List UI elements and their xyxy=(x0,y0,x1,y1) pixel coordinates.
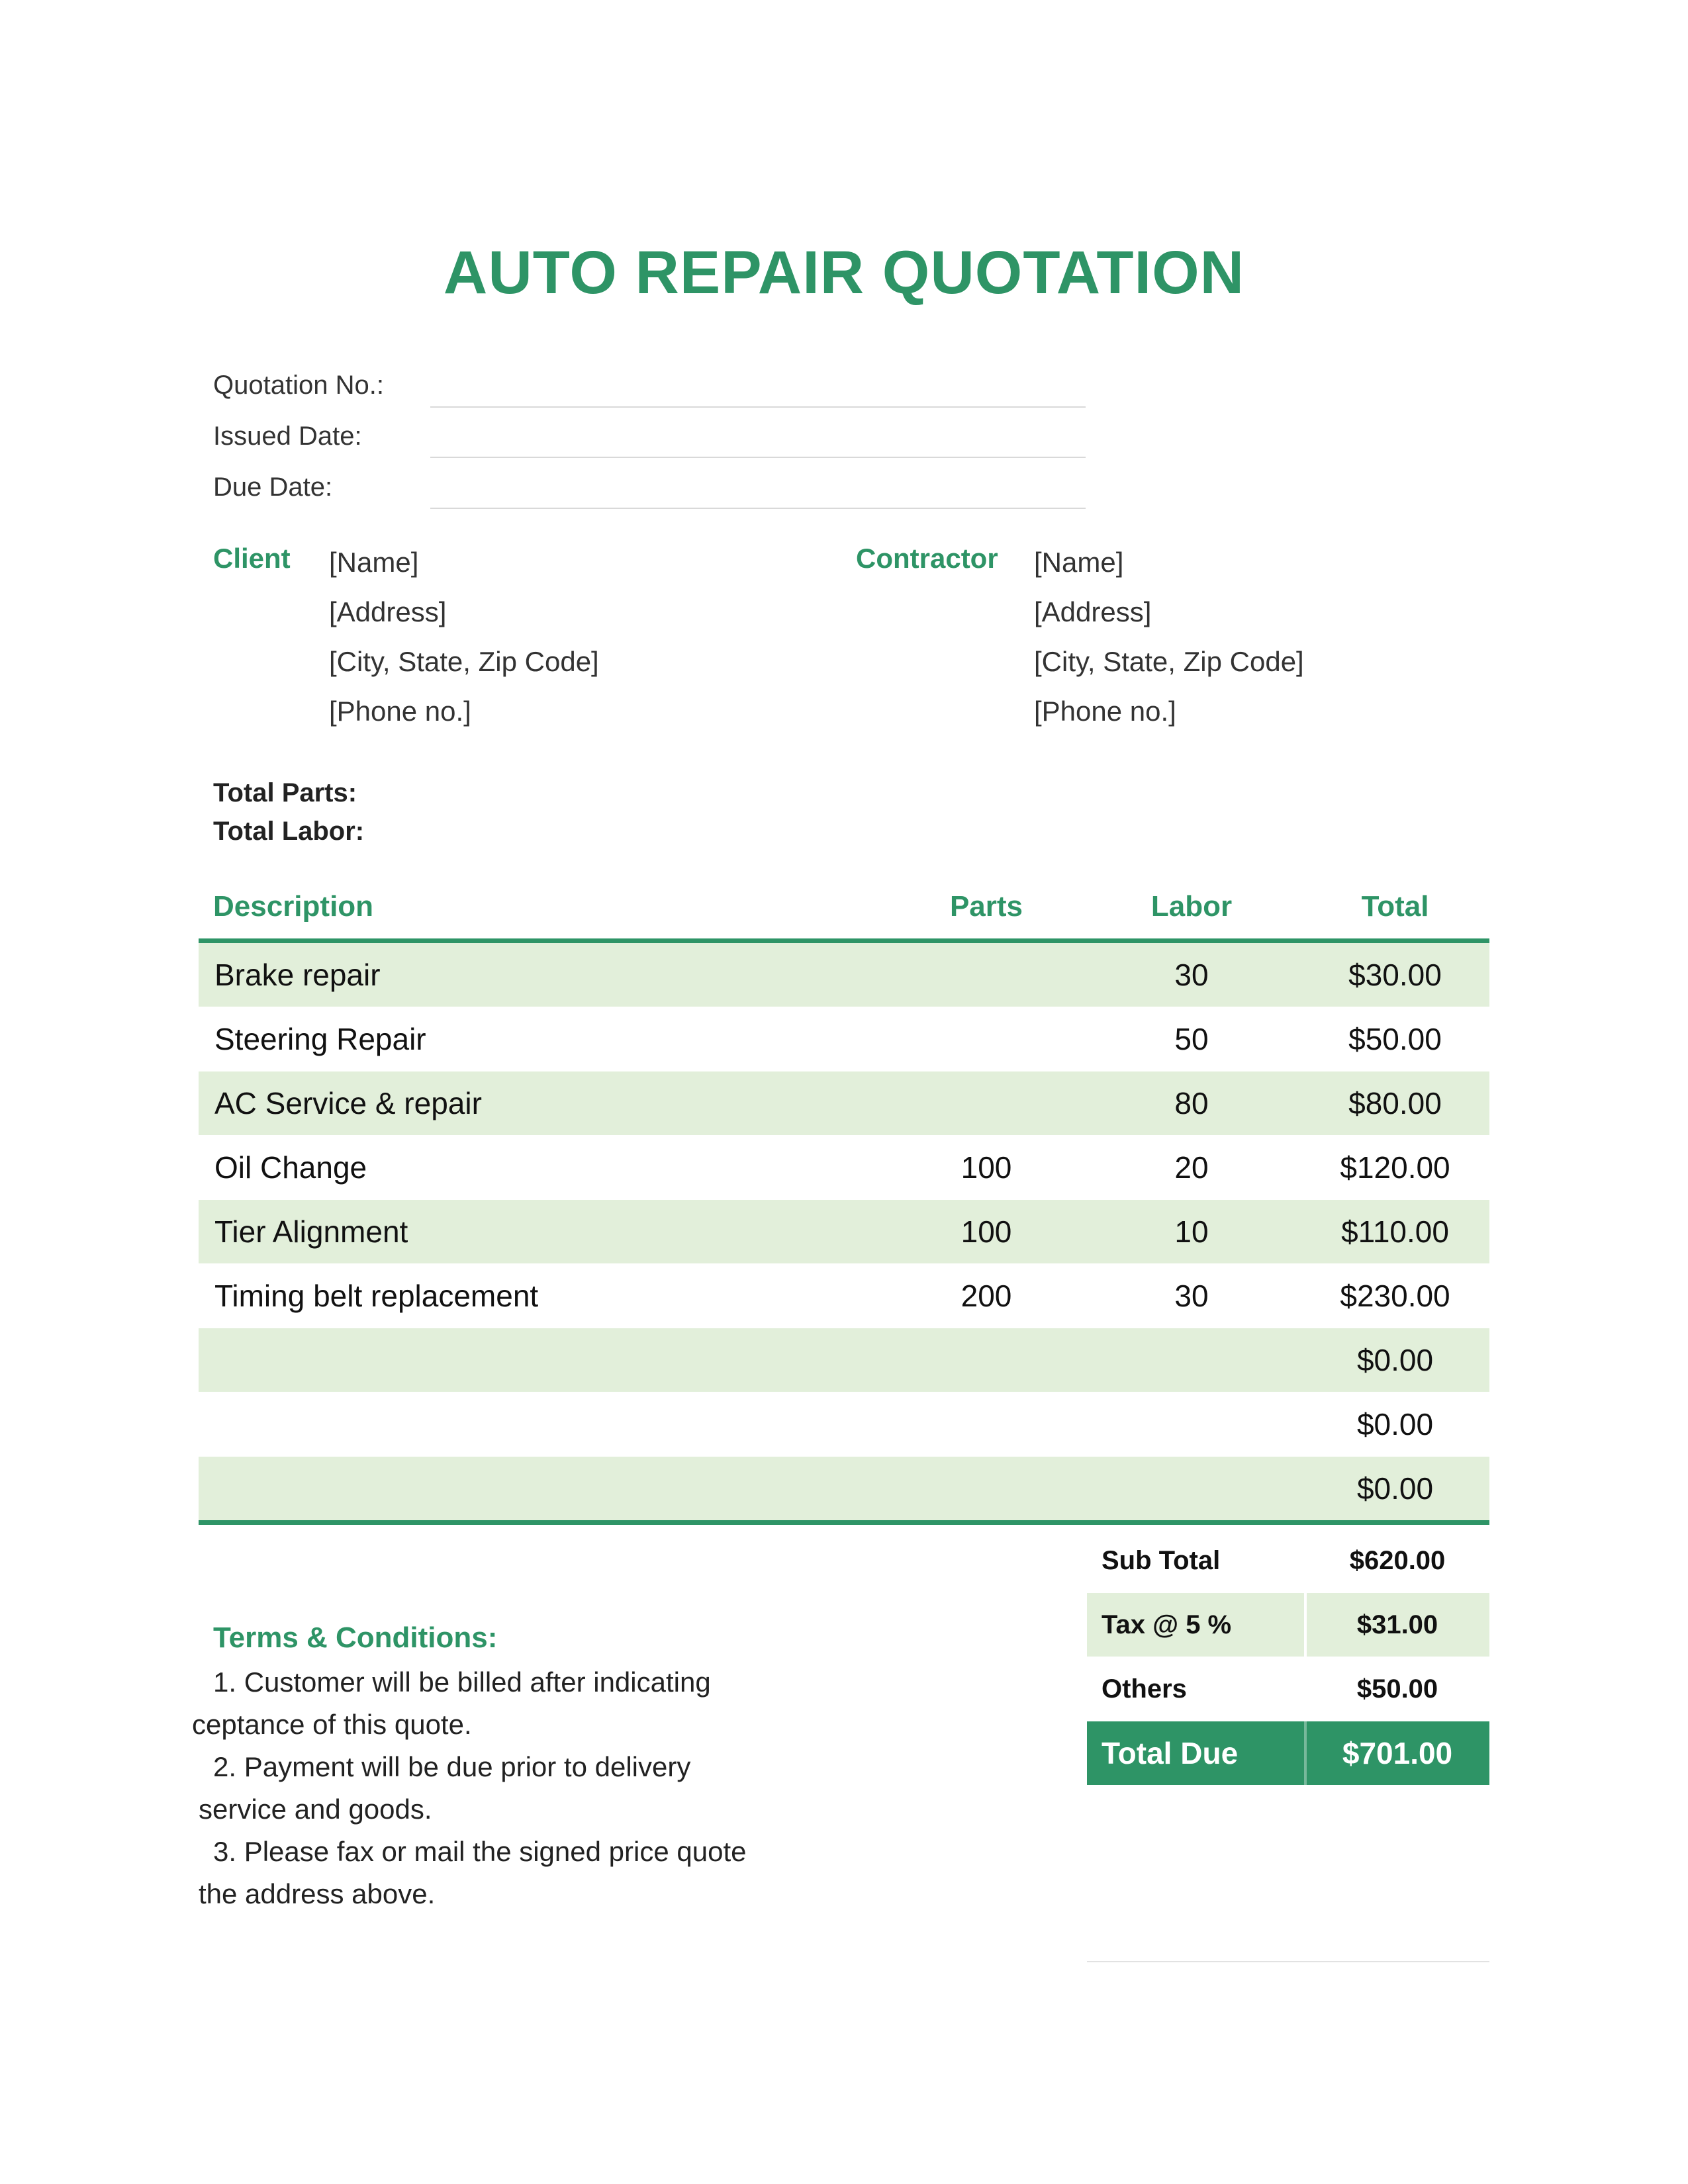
row-labor: 10 xyxy=(1174,1214,1209,1249)
table-row xyxy=(199,1200,1489,1263)
row-labor: 80 xyxy=(1174,1086,1209,1120)
row-description: Brake repair xyxy=(214,958,381,992)
issued-date-field[interactable] xyxy=(430,457,1086,458)
total-parts-label: Total Parts: xyxy=(213,778,357,807)
row-description: Oil Change xyxy=(214,1150,367,1185)
contractor-name: [Name] xyxy=(1034,547,1124,578)
others-value: $50.00 xyxy=(1356,1674,1438,1704)
row-total: $120.00 xyxy=(1340,1150,1450,1185)
issued-date-label: Issued Date: xyxy=(213,422,362,451)
row-labor xyxy=(1092,1457,1291,1520)
others-label: Others xyxy=(1102,1674,1187,1704)
total-due-label: Total Due xyxy=(1102,1736,1239,1770)
row-total: $0.00 xyxy=(1356,1407,1434,1441)
row-description: Steering Repair xyxy=(214,1022,426,1056)
table-footer-rule xyxy=(199,1520,1489,1525)
row-total: $110.00 xyxy=(1341,1214,1449,1249)
row-parts: 100 xyxy=(961,1214,1012,1249)
client-address: [Address] xyxy=(329,596,447,627)
table-row xyxy=(199,1136,1489,1199)
row-total: $80.00 xyxy=(1348,1086,1442,1120)
due-date-field[interactable] xyxy=(430,508,1086,509)
quotation-no-label: Quotation No.: xyxy=(213,371,384,400)
row-parts: 200 xyxy=(961,1279,1012,1313)
client-city: [City, State, Zip Code] xyxy=(329,646,599,677)
row-description: Tier Alignment xyxy=(214,1214,408,1249)
row-parts: 100 xyxy=(961,1150,1012,1185)
row-parts xyxy=(887,943,1086,1007)
client-label: Client xyxy=(213,543,291,574)
terms-line: ceptance of this quote. xyxy=(192,1709,472,1740)
client-phone: [Phone no.] xyxy=(329,696,471,727)
quotation-no-field[interactable] xyxy=(430,406,1086,408)
terms-line: 2. Payment will be due prior to delivery xyxy=(213,1751,691,1782)
row-parts xyxy=(887,1328,1086,1392)
column-header-parts: Parts xyxy=(949,890,1023,923)
table-row xyxy=(199,1392,1489,1456)
row-description: AC Service & repair xyxy=(214,1086,482,1120)
contractor-label: Contractor xyxy=(856,543,998,574)
table-row xyxy=(199,943,1489,1007)
column-header-description: Description xyxy=(213,890,374,923)
table-row xyxy=(199,1328,1489,1392)
signature-line xyxy=(1087,1961,1489,1962)
subtotal-label: Sub Total xyxy=(1102,1546,1221,1575)
total-labor-label: Total Labor: xyxy=(213,817,365,846)
terms-line: the address above. xyxy=(199,1878,436,1909)
terms-title: Terms & Conditions: xyxy=(213,1621,498,1654)
table-row xyxy=(199,1457,1489,1520)
row-labor xyxy=(1092,1392,1291,1456)
terms-line: 1. Customer will be billed after indicating xyxy=(213,1666,711,1698)
table-header-rule xyxy=(199,938,1489,943)
row-parts xyxy=(887,1457,1086,1520)
tax-value: $31.00 xyxy=(1356,1610,1438,1639)
contractor-address: [Address] xyxy=(1034,596,1152,627)
column-header-labor: Labor xyxy=(1150,890,1233,923)
row-description: Timing belt replacement xyxy=(214,1279,539,1313)
row-total: $0.00 xyxy=(1356,1343,1434,1377)
tax-label: Tax @ 5 % xyxy=(1102,1610,1232,1639)
table-row xyxy=(199,1071,1489,1135)
table-row xyxy=(199,1007,1489,1071)
client-name: [Name] xyxy=(329,547,419,578)
document-title: AUTO REPAIR QUOTATION xyxy=(443,239,1245,306)
row-total: $230.00 xyxy=(1340,1279,1450,1313)
table-row xyxy=(199,1264,1489,1328)
tax-row xyxy=(1087,1593,1489,1657)
row-parts xyxy=(887,1007,1086,1071)
row-labor: 30 xyxy=(1174,958,1209,992)
others-row xyxy=(1087,1657,1489,1721)
due-date-label: Due Date: xyxy=(213,473,333,502)
contractor-city: [City, State, Zip Code] xyxy=(1034,646,1304,677)
subtotal-value: $620.00 xyxy=(1349,1546,1446,1575)
total-due-value: $701.00 xyxy=(1342,1736,1453,1770)
row-labor: 50 xyxy=(1174,1022,1209,1056)
contractor-phone: [Phone no.] xyxy=(1034,696,1176,727)
subtotal-row xyxy=(1087,1529,1489,1592)
row-labor xyxy=(1092,1328,1291,1392)
terms-line: service and goods. xyxy=(199,1794,432,1825)
row-parts xyxy=(887,1071,1086,1135)
terms-line: 3. Please fax or mail the signed price quote xyxy=(213,1836,747,1867)
row-total: $0.00 xyxy=(1356,1471,1434,1506)
row-total: $50.00 xyxy=(1348,1022,1442,1056)
column-header-total: Total xyxy=(1361,890,1429,923)
row-total: $30.00 xyxy=(1348,958,1442,992)
row-parts xyxy=(887,1392,1086,1456)
total-due-row xyxy=(1087,1721,1489,1785)
row-labor: 30 xyxy=(1174,1279,1209,1313)
row-labor: 20 xyxy=(1174,1150,1209,1185)
